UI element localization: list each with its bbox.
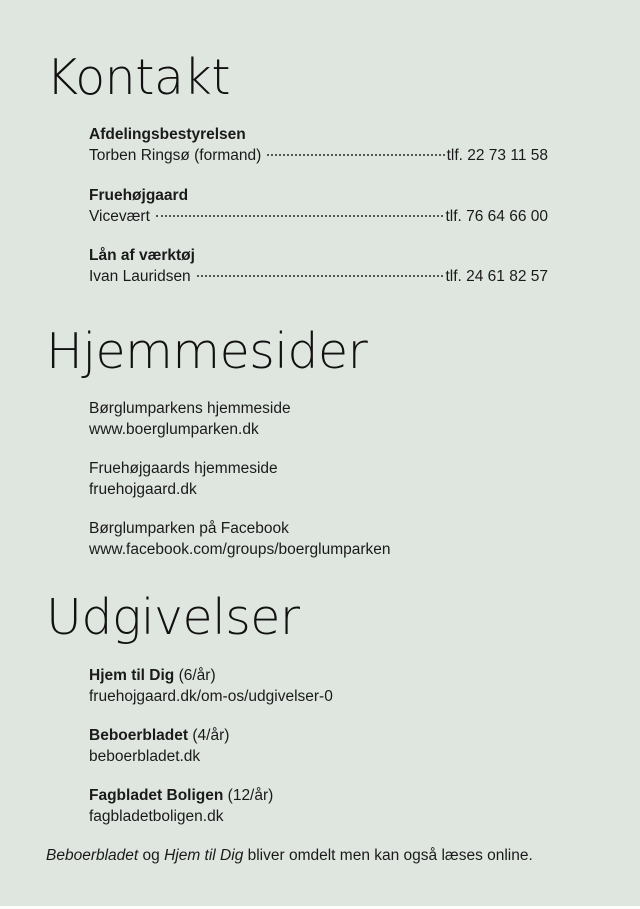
contact-name: Vicevært: [89, 207, 150, 225]
publication-frequency: (4/år): [192, 727, 230, 744]
publication-frequency: (6/år): [178, 667, 216, 684]
contact-entry: [89, 186, 548, 227]
section-title-udgivelser: Udgivelser: [46, 589, 300, 646]
contact-row: [89, 146, 548, 167]
website-link[interactable]: fruehojgaard.dk: [89, 480, 197, 498]
note-text: bliver omdelt men kan også læses online.: [243, 847, 533, 864]
dot-leader: [267, 154, 444, 156]
website-link[interactable]: www.facebook.com/groups/boerglumparken: [89, 540, 391, 558]
publication-link[interactable]: fagbladetboligen.dk: [89, 807, 224, 825]
contact-heading: Afdelingsbestyrelsen: [89, 126, 246, 143]
publication-link[interactable]: beboerbladet.dk: [89, 747, 201, 765]
contact-phone: tlf. 22 73 11 58: [446, 146, 548, 164]
publication-entry: [89, 786, 273, 827]
note-connector: og: [138, 847, 165, 864]
website-entry: [89, 399, 291, 440]
contact-row: [89, 207, 548, 228]
publication-title: [89, 726, 229, 747]
publication-entry: [89, 666, 333, 707]
dot-leader: [156, 215, 444, 217]
website-entry: [89, 459, 278, 500]
contact-entry: [89, 125, 548, 166]
publication-name: Beboerbladet: [89, 727, 189, 744]
contact-name: Ivan Lauridsen: [89, 267, 191, 285]
contact-heading: Lån af værktøj: [89, 247, 195, 264]
publication-link[interactable]: fruehojgaard.dk/om-os/udgivelser-0: [89, 687, 333, 705]
website-label: Børglumparken på Facebook: [89, 520, 289, 537]
contact-phone: tlf. 24 61 82 57: [445, 267, 548, 285]
footer-note: [46, 846, 533, 867]
contact-row: [89, 267, 548, 288]
website-entry: [89, 519, 391, 560]
note-publication-1: Beboerbladet: [46, 847, 139, 864]
publication-frequency: (12/år): [227, 787, 274, 804]
website-link[interactable]: www.boerglumparken.dk: [89, 420, 259, 438]
contact-entry: [89, 246, 548, 287]
note-publication-2: Hjem til Dig: [164, 847, 244, 864]
section-title-kontakt: Kontakt: [46, 49, 231, 106]
website-label: Børglumparkens hjemmeside: [89, 400, 291, 417]
dot-leader: [197, 275, 444, 277]
publication-title: [89, 786, 273, 807]
website-label: Fruehøjgaards hjemmeside: [89, 460, 278, 477]
publication-name: Hjem til Dig: [89, 667, 175, 684]
publication-title: [89, 666, 333, 687]
section-title-hjemmesider: Hjemmesider: [46, 323, 368, 380]
publication-name: Fagbladet Boligen: [89, 787, 224, 804]
contact-phone: tlf. 76 64 66 00: [445, 207, 548, 225]
contact-name: Torben Ringsø (formand): [89, 146, 262, 164]
contact-heading: Fruehøjgaard: [89, 187, 189, 204]
publication-entry: [89, 726, 229, 767]
